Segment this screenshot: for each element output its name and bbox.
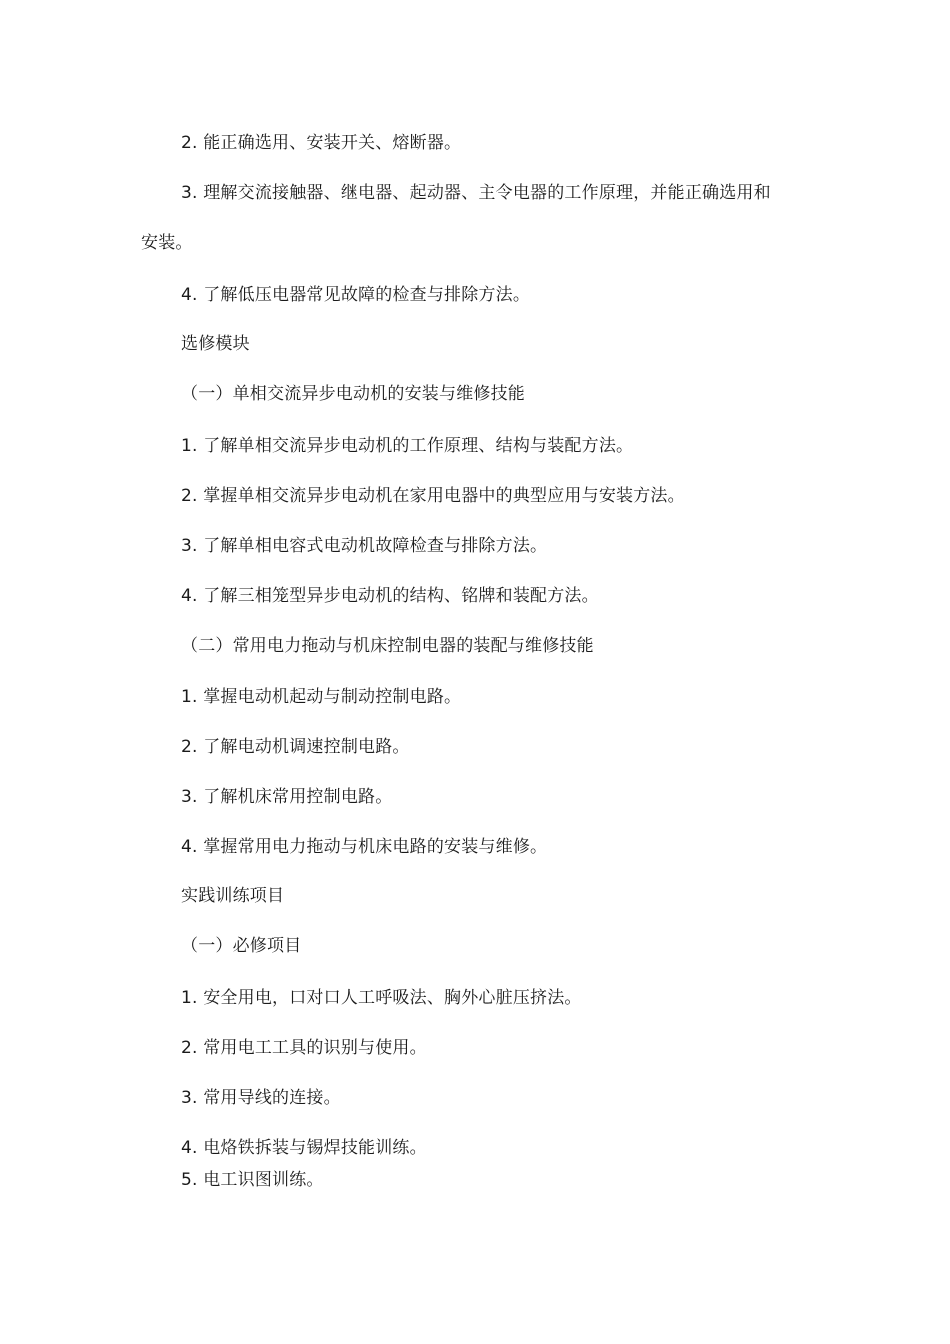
list-item-wire-connection: 3. 常用导线的连接。	[181, 1088, 341, 1108]
list-item-install-switch-fuse: 2. 能正确选用、安装开关、熔断器。	[181, 133, 462, 153]
section-heading-elective-modules: 选修模块	[181, 334, 250, 354]
list-item-single-phase-appliance: 2. 掌握单相交流异步电动机在家用电器中的典型应用与安装方法。	[181, 486, 685, 506]
section-heading-practice-training: 实践训练项目	[181, 886, 285, 906]
subsection-heading-single-phase-motor: （一）单相交流异步电动机的安装与维修技能	[181, 384, 525, 404]
list-item-soldering-training: 4. 电烙铁拆装与锡焊技能训练。	[181, 1138, 427, 1158]
list-item-electrical-safety: 1. 安全用电，口对口人工呼吸法、胸外心脏压挤法。	[181, 988, 582, 1008]
list-item-contactor-relay: 3. 理解交流接触器、继电器、起动器、主令电器的工作原理，并能正确选用和	[181, 183, 771, 203]
list-item-diagram-reading: 5. 电工识图训练。	[181, 1170, 324, 1190]
list-item-single-phase-principle: 1. 了解单相交流异步电动机的工作原理、结构与装配方法。	[181, 436, 634, 456]
list-item-three-phase-squirrel-cage: 4. 了解三相笼型异步电动机的结构、铭牌和装配方法。	[181, 586, 599, 606]
list-item-capacitor-motor-faults: 3. 了解单相电容式电动机故障检查与排除方法。	[181, 536, 548, 556]
subsection-heading-electric-drive: （二）常用电力拖动与机床控制电器的装配与维修技能	[181, 636, 594, 656]
list-item-electrician-tools: 2. 常用电工工具的识别与使用。	[181, 1038, 427, 1058]
subsection-heading-required-items: （一）必修项目	[181, 936, 302, 956]
list-item-contactor-relay-continued: 安装。	[141, 233, 193, 253]
list-item-speed-control-circuit: 2. 了解电动机调速控制电路。	[181, 737, 410, 757]
list-item-drive-install-repair: 4. 掌握常用电力拖动与机床电路的安装与维修。	[181, 837, 548, 857]
list-item-machine-tool-circuit: 3. 了解机床常用控制电路。	[181, 787, 393, 807]
list-item-low-voltage-faults: 4. 了解低压电器常见故障的检查与排除方法。	[181, 285, 531, 305]
list-item-start-brake-circuit: 1. 掌握电动机起动与制动控制电路。	[181, 687, 462, 707]
